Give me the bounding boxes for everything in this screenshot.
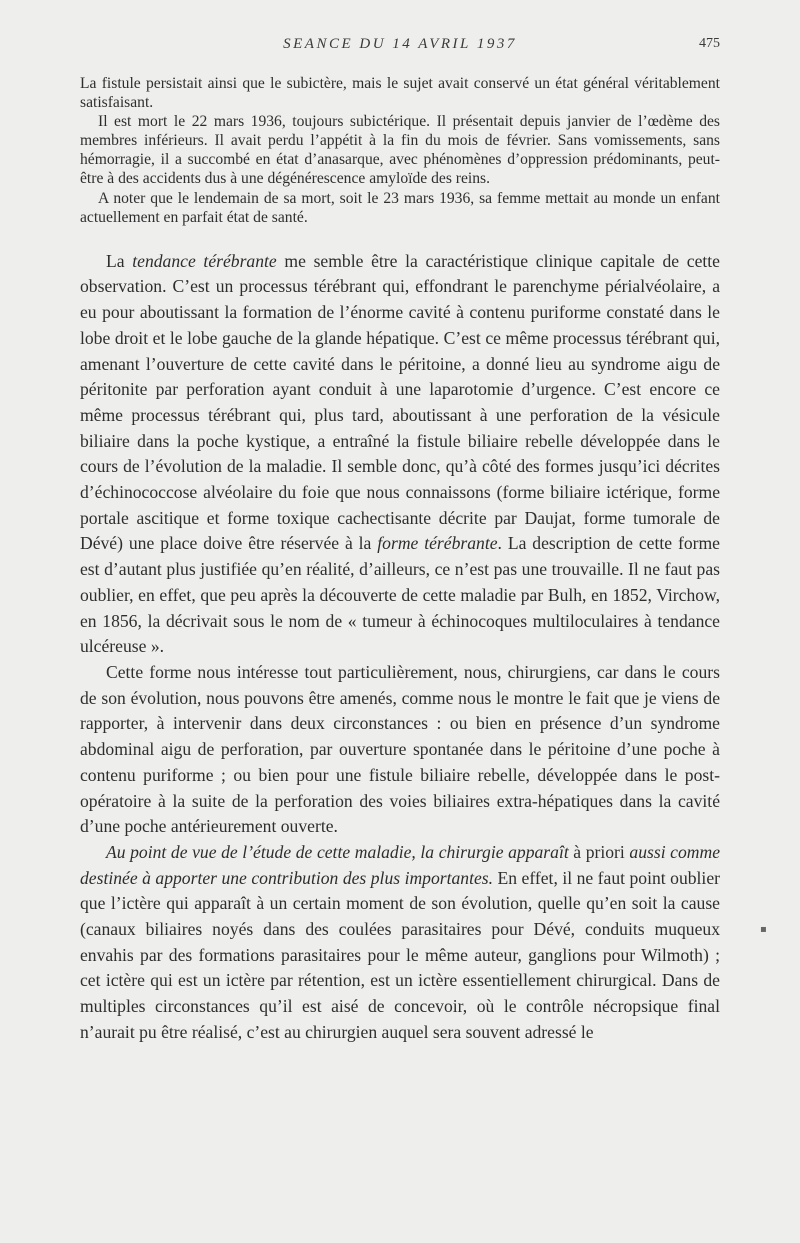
italic-run: forme térébrante bbox=[377, 533, 498, 554]
case-paragraph-1: La fistule persistait ainsi que le subictère, mais le sujet avait conservé un état général véritablement satisfaisant. bbox=[80, 75, 720, 112]
discussion-section bbox=[80, 249, 720, 1046]
discussion-paragraph-3 bbox=[80, 840, 720, 1046]
running-header bbox=[80, 36, 720, 58]
text-run: En effet, il ne faut point oublier que l’ictère qui apparaît à un certain moment de son évolution, quelle qu’en soit la cause (canaux biliaires noyés dans des coulées parasitaires pour Dévé, conduits muqueux envahis par des formations parasitaires pour le même auteur, ganglions pour Wilmoth) ; cet ictère qui est un ictère par rétention, est un ictère essentiellement chirurgical. Dans de multiples circonstances qu’il est aisé de concevoir, où le contrôle nécropsique final n’aurait pu être réalisé, c’est au chirurgien auquel sera souvent adressé le bbox=[80, 867, 720, 1042]
case-report-section bbox=[80, 74, 720, 227]
case-paragraph-2: Il est mort le 22 mars 1936, toujours subictérique. Il présentait depuis janvier de l’œdème des membres inférieurs. Il avait perdu l’appétit à la fin du mois de février. Sans vomissements, sans hémorragie, il a succombé en état d’anasarque, avec phénomènes d’oppression prédominants, peut-être à des accidents dus à une dégénérescence amyloïde des reins. bbox=[80, 113, 720, 188]
page-number: 475 bbox=[699, 36, 720, 51]
italic-run: tendance térébrante bbox=[132, 250, 277, 271]
italic-run: aussi comme destinée à apporter une contribution des plus importantes. bbox=[80, 841, 721, 888]
discussion-paragraph-2: Cette forme nous intéresse tout particulièrement, nous, chirurgiens, car dans le cours de son évolution, nous pouvons être amenés, comme nous le montre le fait que je viens de rapporter, à intervenir dans deux circonstances : ou bien en présence d’un syndrome abdominal aigu de perforation, par ouverture spontanée dans le péritoine d’une poche à contenu puriforme ; ou bien pour une fistule biliaire rebelle, développée dans le post-opératoire à la suite de la perforation des voies biliaires extra-hépatiques dans la cavité d’une poche antérieurement ouverte. bbox=[80, 662, 720, 837]
italic-run: Au point de vue de l’étude de cette maladie, la chirurgie apparaît bbox=[106, 841, 569, 862]
text-run: à priori bbox=[568, 841, 630, 862]
body-text bbox=[80, 74, 720, 1046]
text-run: . La description de cette forme est d’autant plus justifiée qu’en réalité, d’ailleurs, ce n’est pas une trouvaille. Il ne faut pas oublier, en effet, que peu après la découverte de cette maladie par Bulh, en 1852, Virchow, en 1856, la décrivait sous le nom de « tumeur à échinocoques multiloculaires à tendance ulcéreuse ». bbox=[80, 533, 720, 657]
running-title: SEANCE DU 14 AVRIL 1937 bbox=[283, 36, 517, 52]
case-paragraph-3: A noter que le lendemain de sa mort, soit le 23 mars 1936, sa femme mettait au monde un enfant actuellement en parfait état de santé. bbox=[80, 189, 720, 226]
text-run: me semble être la caractéristique clinique capitale de cette observation. C’est un processus térébrant qui, effondrant le parenchyme périalvéolaire, a eu pour aboutissant la formation de l’énorme cavité à contenu puriforme constaté dans le lobe droit et le lobe gauche de la glande hépatique. C’est ce même processus térébrant qui, amenant l’ouverture de cette cavité dans le péritoine, a donné lieu au syndrome aigu de péritonite par perforation ayant conduit à une laparotomie d’urgence. C’est encore ce même processus térébrant qui, plus tard, aboutissant à une perforation de la vésicule biliaire dans la poche kystique, a entraîné la fistule biliaire rebelle développée dans le cours de l’évolution de la maladie. Il semble donc, qu’à côté des formes jusqu’ici décrites d’échinococcose alvéolaire du foie que nous connaissons (forme biliaire ictérique, forme portale ascitique et forme toxique cachectisante décrite par Daujat, forme tumorale de Dévé) une place doive être réservée à la bbox=[80, 250, 720, 554]
margin-mark: ▪ bbox=[760, 924, 767, 935]
text-run: La bbox=[106, 250, 133, 271]
discussion-paragraph-1 bbox=[80, 249, 720, 660]
